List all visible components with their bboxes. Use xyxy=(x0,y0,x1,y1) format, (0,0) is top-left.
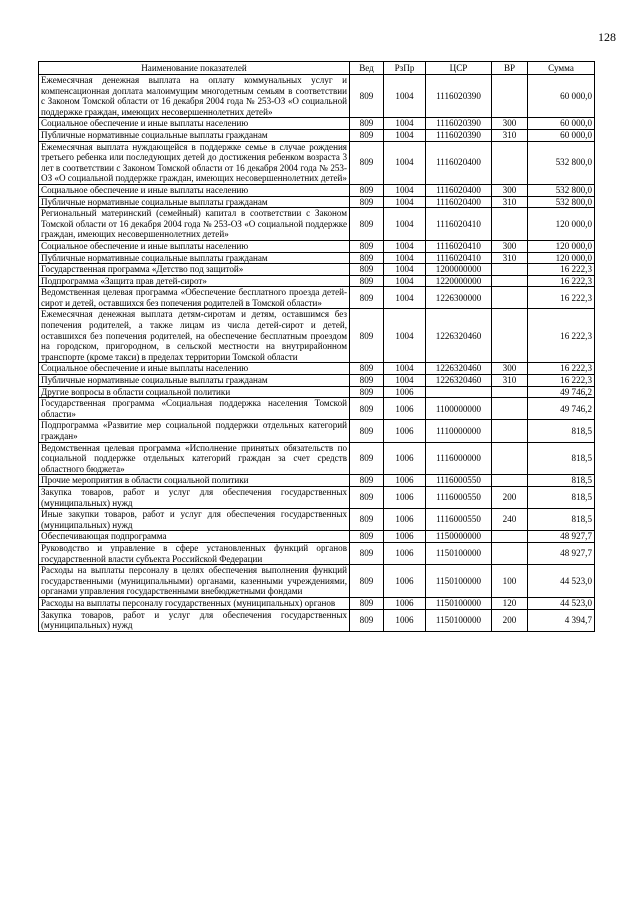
table-row xyxy=(39,75,595,118)
cell-ved: 809 xyxy=(350,565,384,598)
cell-csr: 1226320460 xyxy=(426,309,492,363)
cell-ved: 809 xyxy=(350,184,384,196)
cell-vr: 300 xyxy=(492,363,528,375)
cell-name: Государственная программа «Детство под защитой» xyxy=(39,264,350,276)
cell-csr: 1200000000 xyxy=(426,264,492,276)
cell-csr: 1220000000 xyxy=(426,275,492,287)
cell-sum: 49 746,2 xyxy=(528,386,595,398)
cell-ved: 809 xyxy=(350,542,384,564)
cell-rzpr: 1004 xyxy=(384,129,426,141)
cell-csr: 1116020410 xyxy=(426,240,492,252)
cell-sum: 16 222,3 xyxy=(528,275,595,287)
table-row xyxy=(39,531,595,543)
cell-csr: 1116020390 xyxy=(426,118,492,130)
cell-vr: 240 xyxy=(492,509,528,531)
cell-csr: 1150100000 xyxy=(426,542,492,564)
table-row xyxy=(39,141,595,184)
table-row xyxy=(39,275,595,287)
header-name: Наименование показателей xyxy=(39,62,350,75)
cell-rzpr: 1006 xyxy=(384,509,426,531)
cell-sum: 16 222,3 xyxy=(528,287,595,309)
cell-csr: 1150000000 xyxy=(426,531,492,543)
cell-ved: 809 xyxy=(350,386,384,398)
cell-name: Подпрограмма «Защита прав детей-сирот» xyxy=(39,275,350,287)
cell-ved: 809 xyxy=(350,252,384,264)
cell-csr: 1116000000 xyxy=(426,442,492,475)
table-row xyxy=(39,309,595,363)
cell-sum: 16 222,3 xyxy=(528,363,595,375)
cell-sum: 818,5 xyxy=(528,420,595,442)
cell-vr xyxy=(492,542,528,564)
cell-csr: 1116020400 xyxy=(426,196,492,208)
cell-ved: 809 xyxy=(350,309,384,363)
cell-sum: 48 927,7 xyxy=(528,542,595,564)
cell-vr xyxy=(492,442,528,475)
cell-vr xyxy=(492,275,528,287)
cell-rzpr: 1004 xyxy=(384,196,426,208)
cell-name: Ежемесячная выплата нуждающейся в поддержке семье в случае рождения третьего ребенка или последующих детей до достижения ребенком возраста 3 лет в соответствии с Законом Томской области от 16 декабря 2004 года № 253-ОЗ «О социальной поддержке граждан, имеющих несовершеннолетних детей» xyxy=(39,141,350,184)
cell-rzpr: 1006 xyxy=(384,542,426,564)
cell-name: Руководство и управление в сфере установленных функций органов государственной власти субъекта Российской Федерации xyxy=(39,542,350,564)
table-body xyxy=(39,75,595,632)
cell-name: Ведомственная целевая программа «Обеспечение бесплатного проезда детей-сирот и детей, оставшихся без попечения родителей в Томской области» xyxy=(39,287,350,309)
cell-sum: 818,5 xyxy=(528,486,595,508)
cell-name: Иные закупки товаров, работ и услуг для обеспечения государственных (муниципальных) нужд xyxy=(39,509,350,531)
cell-ved: 809 xyxy=(350,141,384,184)
cell-name: Социальное обеспечение и иные выплаты населению xyxy=(39,118,350,130)
header-csr: ЦСР xyxy=(426,62,492,75)
cell-vr xyxy=(492,475,528,487)
table-row xyxy=(39,363,595,375)
cell-vr: 310 xyxy=(492,196,528,208)
cell-sum: 44 523,0 xyxy=(528,597,595,609)
cell-csr: 1226320460 xyxy=(426,363,492,375)
cell-name: Социальное обеспечение и иные выплаты населению xyxy=(39,363,350,375)
cell-sum: 818,5 xyxy=(528,509,595,531)
cell-name: Прочие мероприятия в области социальной политики xyxy=(39,475,350,487)
table-row xyxy=(39,240,595,252)
cell-sum: 60 000,0 xyxy=(528,118,595,130)
cell-vr xyxy=(492,386,528,398)
cell-vr: 310 xyxy=(492,375,528,387)
cell-ved: 809 xyxy=(350,275,384,287)
table-row xyxy=(39,196,595,208)
cell-name: Публичные нормативные социальные выплаты гражданам xyxy=(39,196,350,208)
cell-csr: 1150100000 xyxy=(426,565,492,598)
page-number: 128 xyxy=(598,30,616,44)
table-row xyxy=(39,542,595,564)
cell-ved: 809 xyxy=(350,420,384,442)
header-rzpr: РзПр xyxy=(384,62,426,75)
table-row xyxy=(39,442,595,475)
cell-ved: 809 xyxy=(350,287,384,309)
cell-vr xyxy=(492,287,528,309)
table-row xyxy=(39,264,595,276)
table-row xyxy=(39,129,595,141)
cell-name: Подпрограмма «Развитие мер социальной поддержки отдельных категорий граждан» xyxy=(39,420,350,442)
cell-name: Социальное обеспечение и иные выплаты населению xyxy=(39,240,350,252)
cell-name: Ведомственная целевая программа «Исполнение принятых обязательств по социальной поддержке отдельных категорий граждан за счет средств областного бюджета» xyxy=(39,442,350,475)
cell-csr: 1116020400 xyxy=(426,141,492,184)
cell-vr: 300 xyxy=(492,184,528,196)
table-row xyxy=(39,118,595,130)
cell-vr xyxy=(492,420,528,442)
cell-csr: 1116020410 xyxy=(426,208,492,241)
cell-sum: 120 000,0 xyxy=(528,240,595,252)
cell-csr: 1100000000 xyxy=(426,398,492,420)
cell-rzpr: 1004 xyxy=(384,75,426,118)
cell-ved: 809 xyxy=(350,531,384,543)
cell-sum: 4 394,7 xyxy=(528,609,595,631)
cell-csr: 1116020400 xyxy=(426,184,492,196)
cell-name: Ежемесячная денежная выплата на оплату коммунальных услуг и компенсационная доплата малоимущим многодетным семьям в соответствии с Законом Томской области от 16 декабря 2004 года № 253-ОЗ «О социальной поддержке граждан, имеющих несовершеннолетних детей» xyxy=(39,75,350,118)
table-row xyxy=(39,386,595,398)
cell-rzpr: 1004 xyxy=(384,309,426,363)
cell-name: Расходы на выплаты персоналу в целях обеспечения выполнения функций государственными (муниципальными) органами, казенными учреждениями, органами управления государственными внебюджетными фондами xyxy=(39,565,350,598)
table-row xyxy=(39,375,595,387)
cell-vr: 120 xyxy=(492,597,528,609)
cell-csr: 1116020390 xyxy=(426,129,492,141)
cell-name: Ежемесячная денежная выплата детям-сиротам и детям, оставшимся без попечения родителей, а также лицам из числа детей-сирот и детей, оставшихся без попечения родителей, на обеспечение бесплатным проездом на городском, пригородном, в сельской местности на внутрирайонном транспорте (кроме такси) в пределах территории Томской области xyxy=(39,309,350,363)
cell-sum: 16 222,3 xyxy=(528,264,595,276)
cell-sum: 532 800,0 xyxy=(528,184,595,196)
cell-rzpr: 1004 xyxy=(384,252,426,264)
cell-ved: 809 xyxy=(350,475,384,487)
cell-ved: 809 xyxy=(350,442,384,475)
table-row xyxy=(39,420,595,442)
cell-vr: 310 xyxy=(492,129,528,141)
table-row xyxy=(39,208,595,241)
cell-rzpr: 1006 xyxy=(384,531,426,543)
table-row xyxy=(39,287,595,309)
cell-name: Публичные нормативные социальные выплаты гражданам xyxy=(39,129,350,141)
cell-sum: 120 000,0 xyxy=(528,252,595,264)
cell-ved: 809 xyxy=(350,264,384,276)
cell-csr: 1116000550 xyxy=(426,486,492,508)
cell-rzpr: 1004 xyxy=(384,264,426,276)
table-header-row xyxy=(39,62,595,75)
cell-csr: 1150100000 xyxy=(426,609,492,631)
table-row xyxy=(39,486,595,508)
cell-rzpr: 1004 xyxy=(384,375,426,387)
cell-sum: 60 000,0 xyxy=(528,75,595,118)
cell-sum: 48 927,7 xyxy=(528,531,595,543)
cell-rzpr: 1006 xyxy=(384,420,426,442)
cell-name: Публичные нормативные социальные выплаты гражданам xyxy=(39,252,350,264)
cell-vr xyxy=(492,208,528,241)
cell-rzpr: 1006 xyxy=(384,475,426,487)
table-row xyxy=(39,475,595,487)
table-row xyxy=(39,398,595,420)
cell-ved: 809 xyxy=(350,597,384,609)
cell-rzpr: 1004 xyxy=(384,141,426,184)
cell-sum: 60 000,0 xyxy=(528,129,595,141)
cell-name: Обеспечивающая подпрограмма xyxy=(39,531,350,543)
cell-name: Государственная программа «Социальная поддержка населения Томской области» xyxy=(39,398,350,420)
cell-rzpr: 1006 xyxy=(384,398,426,420)
table-row xyxy=(39,252,595,264)
table-row xyxy=(39,509,595,531)
cell-name: Закупка товаров, работ и услуг для обеспечения государственных (муниципальных) нужд xyxy=(39,486,350,508)
cell-rzpr: 1006 xyxy=(384,609,426,631)
cell-vr xyxy=(492,531,528,543)
table-row xyxy=(39,184,595,196)
cell-csr xyxy=(426,386,492,398)
cell-ved: 809 xyxy=(350,196,384,208)
cell-name: Закупка товаров, работ и услуг для обеспечения государственных (муниципальных) нужд xyxy=(39,609,350,631)
cell-rzpr: 1006 xyxy=(384,486,426,508)
cell-csr: 1150100000 xyxy=(426,597,492,609)
cell-ved: 809 xyxy=(350,375,384,387)
cell-ved: 809 xyxy=(350,398,384,420)
cell-rzpr: 1004 xyxy=(384,208,426,241)
cell-rzpr: 1004 xyxy=(384,240,426,252)
header-ved: Вед xyxy=(350,62,384,75)
cell-rzpr: 1006 xyxy=(384,597,426,609)
cell-vr: 300 xyxy=(492,118,528,130)
cell-vr xyxy=(492,141,528,184)
cell-csr: 1116000550 xyxy=(426,475,492,487)
cell-name: Публичные нормативные социальные выплаты гражданам xyxy=(39,375,350,387)
cell-csr: 1226300000 xyxy=(426,287,492,309)
cell-ved: 809 xyxy=(350,208,384,241)
cell-ved: 809 xyxy=(350,363,384,375)
header-sum: Сумма xyxy=(528,62,595,75)
cell-ved: 809 xyxy=(350,609,384,631)
cell-rzpr: 1006 xyxy=(384,442,426,475)
cell-vr: 310 xyxy=(492,252,528,264)
cell-name: Социальное обеспечение и иные выплаты населению xyxy=(39,184,350,196)
cell-vr: 300 xyxy=(492,240,528,252)
cell-vr: 100 xyxy=(492,565,528,598)
cell-name: Другие вопросы в области социальной политики xyxy=(39,386,350,398)
cell-rzpr: 1004 xyxy=(384,118,426,130)
table-row xyxy=(39,565,595,598)
cell-vr: 200 xyxy=(492,486,528,508)
table-row xyxy=(39,609,595,631)
cell-sum: 120 000,0 xyxy=(528,208,595,241)
cell-rzpr: 1004 xyxy=(384,287,426,309)
cell-ved: 809 xyxy=(350,486,384,508)
cell-sum: 16 222,3 xyxy=(528,375,595,387)
cell-rzpr: 1006 xyxy=(384,386,426,398)
cell-csr: 1226320460 xyxy=(426,375,492,387)
cell-vr: 200 xyxy=(492,609,528,631)
cell-csr: 1116020390 xyxy=(426,75,492,118)
cell-csr: 1116000550 xyxy=(426,509,492,531)
cell-ved: 809 xyxy=(350,118,384,130)
cell-rzpr: 1004 xyxy=(384,363,426,375)
cell-ved: 809 xyxy=(350,509,384,531)
cell-vr xyxy=(492,75,528,118)
cell-vr xyxy=(492,398,528,420)
cell-sum: 818,5 xyxy=(528,442,595,475)
cell-ved: 809 xyxy=(350,129,384,141)
cell-ved: 809 xyxy=(350,240,384,252)
budget-table xyxy=(38,61,595,632)
table-row xyxy=(39,597,595,609)
header-vr: ВР xyxy=(492,62,528,75)
cell-name: Региональный материнский (семейный) капитал в соответствии с Законом Томской области от 16 декабря 2004 года № 253-ОЗ «О социальной поддержке граждан, имеющих несовершеннолетних детей» xyxy=(39,208,350,241)
cell-sum: 49 746,2 xyxy=(528,398,595,420)
cell-csr: 1116020410 xyxy=(426,252,492,264)
cell-vr xyxy=(492,309,528,363)
cell-rzpr: 1004 xyxy=(384,275,426,287)
cell-rzpr: 1004 xyxy=(384,184,426,196)
cell-sum: 532 800,0 xyxy=(528,141,595,184)
cell-rzpr: 1006 xyxy=(384,565,426,598)
cell-sum: 532 800,0 xyxy=(528,196,595,208)
cell-sum: 818,5 xyxy=(528,475,595,487)
cell-sum: 44 523,0 xyxy=(528,565,595,598)
cell-name: Расходы на выплаты персоналу государственных (муниципальных) органов xyxy=(39,597,350,609)
cell-sum: 16 222,3 xyxy=(528,309,595,363)
cell-csr: 1110000000 xyxy=(426,420,492,442)
cell-ved: 809 xyxy=(350,75,384,118)
cell-vr xyxy=(492,264,528,276)
